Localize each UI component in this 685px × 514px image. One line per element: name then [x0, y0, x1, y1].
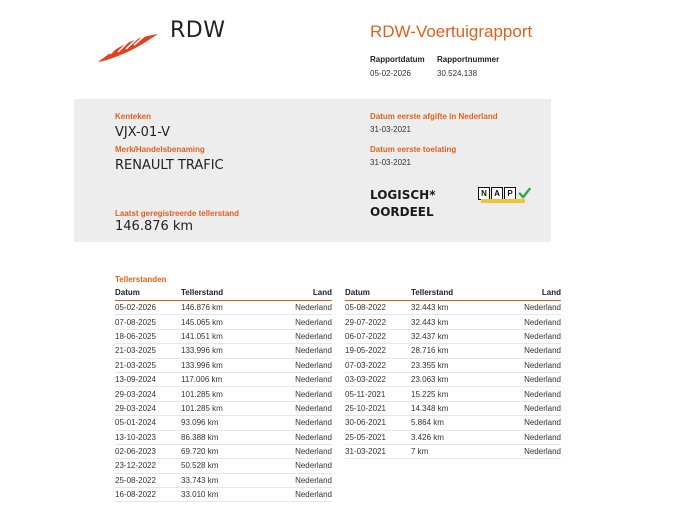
cell-tellerstand: 23.355 km — [411, 358, 481, 372]
table-row — [345, 416, 561, 430]
cell-land: Nederland — [251, 430, 332, 444]
cell-land: Nederland — [251, 301, 332, 315]
afgifte-value: 31-03-2021 — [370, 125, 411, 134]
cell-tellerstand: 28.716 km — [411, 344, 481, 358]
nap-letter-a: A — [491, 187, 503, 200]
cell-tellerstand: 33.010 km — [181, 488, 251, 502]
col-land: Land — [481, 287, 561, 301]
cell-land: Nederland — [481, 430, 561, 444]
section-title: Tellerstanden — [115, 275, 167, 284]
col-land: Land — [251, 287, 332, 301]
kenteken-label: Kenteken — [115, 112, 152, 121]
table-row — [115, 416, 332, 430]
cell-land: Nederland — [251, 387, 332, 401]
cell-tellerstand: 3.426 km — [411, 430, 481, 444]
cell-tellerstand: 69.720 km — [181, 444, 251, 458]
cell-tellerstand: 33.743 km — [181, 473, 251, 487]
table-row — [115, 473, 332, 487]
cell-land: Nederland — [481, 344, 561, 358]
cell-tellerstand: 133.996 km — [181, 344, 251, 358]
report-number — [437, 55, 499, 78]
cell-datum: 30-06-2021 — [345, 416, 411, 430]
cell-tellerstand: 101.285 km — [181, 387, 251, 401]
cell-land: Nederland — [251, 372, 332, 386]
cell-datum: 25-05-2021 — [345, 430, 411, 444]
cell-land: Nederland — [251, 401, 332, 415]
cell-datum: 05-11-2021 — [345, 387, 411, 401]
cell-datum: 06-07-2022 — [345, 329, 411, 343]
table-row — [345, 329, 561, 343]
cell-datum: 21-03-2025 — [115, 344, 181, 358]
odometer-table-right — [345, 287, 561, 459]
cell-tellerstand: 32.443 km — [411, 301, 481, 315]
table-header-row — [115, 287, 332, 301]
teller-value: 146.876 km — [115, 219, 194, 234]
table-row — [115, 444, 332, 458]
report-title: RDW-Voertuigrapport — [370, 22, 533, 41]
cell-tellerstand: 101.285 km — [181, 401, 251, 415]
afgifte-label: Datum eerste afgifte in Nederland — [370, 112, 498, 121]
cell-tellerstand: 23.063 km — [411, 372, 481, 386]
cell-tellerstand: 14.348 km — [411, 401, 481, 415]
cell-land: Nederland — [481, 372, 561, 386]
cell-land: Nederland — [251, 344, 332, 358]
cell-tellerstand: 50.528 km — [181, 459, 251, 473]
cell-tellerstand: 133.996 km — [181, 358, 251, 372]
check-icon — [518, 187, 531, 200]
nap-underline — [481, 199, 525, 203]
cell-land: Nederland — [251, 416, 332, 430]
cell-land: Nederland — [481, 444, 561, 458]
report-date-label: Rapportdatum — [370, 55, 425, 64]
cell-tellerstand: 86.388 km — [181, 430, 251, 444]
cell-datum: 03-03-2022 — [345, 372, 411, 386]
cell-datum: 07-08-2025 — [115, 315, 181, 329]
nap-letter-n: N — [478, 187, 490, 200]
kenteken-value: VJX-01-V — [115, 125, 171, 140]
report-date-value: 05-02-2026 — [370, 69, 411, 78]
cell-tellerstand: 32.437 km — [411, 329, 481, 343]
cell-datum: 29-07-2022 — [345, 315, 411, 329]
cell-tellerstand: 32.443 km — [411, 315, 481, 329]
table-row — [345, 344, 561, 358]
table-row — [115, 430, 332, 444]
cell-land: Nederland — [481, 329, 561, 343]
teller-label: Laatst geregistreerde tellerstand — [115, 209, 240, 218]
cell-datum: 13-10-2023 — [115, 430, 181, 444]
cell-datum: 23-12-2022 — [115, 459, 181, 473]
cell-datum: 29-03-2024 — [115, 401, 181, 415]
col-tellerstand: Tellerstand — [411, 287, 481, 301]
cell-land: Nederland — [481, 301, 561, 315]
cell-land: Nederland — [251, 473, 332, 487]
odometer-table-left — [115, 287, 332, 502]
report-number-label: Rapportnummer — [437, 55, 500, 64]
cell-land: Nederland — [251, 459, 332, 473]
cell-datum: 31-03-2021 — [345, 444, 411, 458]
table-row — [115, 372, 332, 386]
cell-datum: 02-06-2023 — [115, 444, 181, 458]
table-row — [115, 387, 332, 401]
cell-land: Nederland — [481, 315, 561, 329]
cell-land: Nederland — [481, 387, 561, 401]
cell-tellerstand: 146.876 km — [181, 301, 251, 315]
cell-land: Nederland — [251, 315, 332, 329]
table-header-row — [345, 287, 561, 301]
cell-land: Nederland — [251, 329, 332, 343]
table-row — [345, 387, 561, 401]
cell-datum: 25-10-2021 — [345, 401, 411, 415]
cell-datum: 16-08-2022 — [115, 488, 181, 502]
cell-datum: 18-06-2025 — [115, 329, 181, 343]
cell-datum: 05-01-2024 — [115, 416, 181, 430]
verdict-line-1: LOGISCH* — [370, 188, 436, 202]
cell-land: Nederland — [251, 444, 332, 458]
report-date — [370, 55, 425, 78]
cell-tellerstand: 5.864 km — [411, 416, 481, 430]
rdw-logo-icon — [96, 30, 160, 64]
col-datum: Datum — [345, 287, 411, 301]
cell-datum: 05-02-2026 — [115, 301, 181, 315]
table-row — [345, 444, 561, 458]
brand-name: RDW — [170, 18, 226, 43]
table-row — [345, 315, 561, 329]
cell-land: Nederland — [251, 358, 332, 372]
cell-datum: 07-03-2022 — [345, 358, 411, 372]
cell-datum: 29-03-2024 — [115, 387, 181, 401]
col-datum: Datum — [115, 287, 181, 301]
cell-land: Nederland — [251, 488, 332, 502]
cell-datum: 13-09-2024 — [115, 372, 181, 386]
cell-datum: 05-08-2022 — [345, 301, 411, 315]
table-row — [115, 358, 332, 372]
cell-datum: 19-05-2022 — [345, 344, 411, 358]
cell-land: Nederland — [481, 416, 561, 430]
table-row — [115, 344, 332, 358]
cell-tellerstand: 7 km — [411, 444, 481, 458]
table-row — [115, 488, 332, 502]
cell-land: Nederland — [481, 401, 561, 415]
table-row — [115, 459, 332, 473]
toelating-value: 31-03-2021 — [370, 158, 411, 167]
report-number-value: 30.524.138 — [437, 69, 478, 78]
merk-label: Merk/Handelsbenaming — [115, 145, 205, 154]
cell-datum: 21-03-2025 — [115, 358, 181, 372]
merk-value: RENAULT TRAFIC — [115, 158, 224, 173]
cell-datum: 25-08-2022 — [115, 473, 181, 487]
verdict — [370, 187, 436, 221]
table-row — [345, 301, 561, 315]
toelating-label: Datum eerste toelating — [370, 145, 457, 154]
cell-land: Nederland — [481, 358, 561, 372]
verdict-line-2: OORDEEL — [370, 205, 434, 219]
cell-tellerstand: 117.006 km — [181, 372, 251, 386]
nap-letter-p: P — [504, 187, 516, 200]
cell-tellerstand: 15.225 km — [411, 387, 481, 401]
table-row — [115, 301, 332, 315]
cell-tellerstand: 145.065 km — [181, 315, 251, 329]
table-row — [345, 430, 561, 444]
table-row — [345, 372, 561, 386]
table-row — [115, 315, 332, 329]
table-row — [345, 358, 561, 372]
table-row — [115, 329, 332, 343]
cell-tellerstand: 141.051 km — [181, 329, 251, 343]
table-row — [345, 401, 561, 415]
col-tellerstand: Tellerstand — [181, 287, 251, 301]
table-row — [115, 401, 332, 415]
cell-tellerstand: 93.096 km — [181, 416, 251, 430]
